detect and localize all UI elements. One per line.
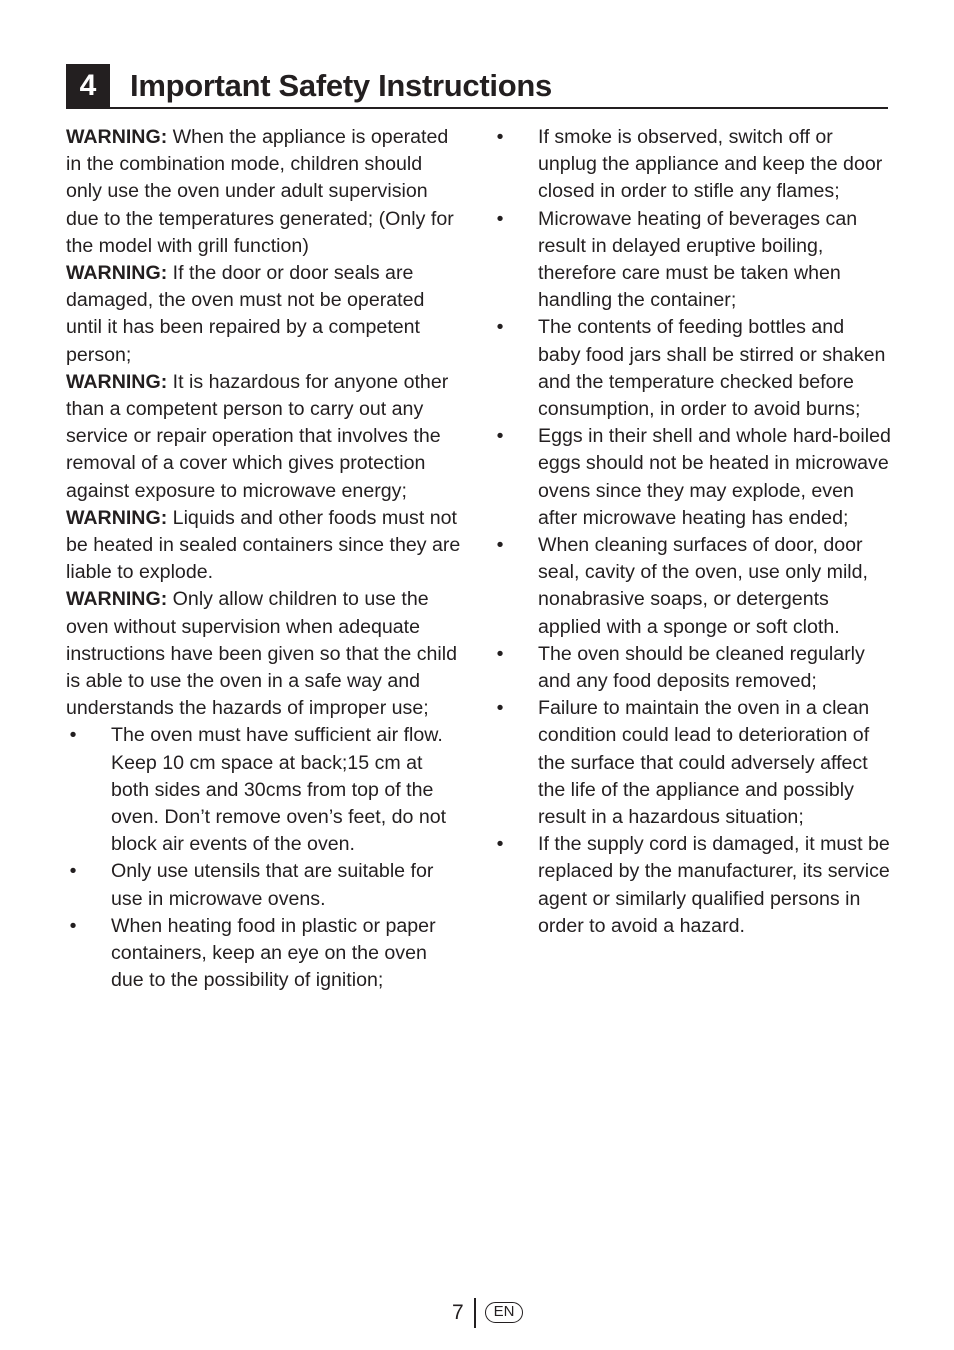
bullet-icon: • [496,425,504,448]
warning-label: WARNING: [66,370,168,393]
right-bullet-list [493,124,891,940]
list-item-text: The oven must have sufficient air flow. Keep 10 cm space at back;15 cm at both sides and 30cms from top of the oven. Don’t remove oven’s feet, do not block air events of the oven. [111,724,447,856]
bullet-icon: • [496,642,504,665]
list-item [493,532,891,641]
list-item-text: The contents of feeding bottles and baby food jars shall be stirred or shaken and the temperature checked before consumption, in order to avoid burns; [538,316,886,421]
list-item-text: When heating food in plastic or paper containers, keep an eye on the oven due to the possibility of ignition; [111,914,436,992]
bullet-icon: • [496,534,504,557]
warning-paragraph [66,505,462,587]
section-title: Important Safety Instructions [130,68,552,103]
warning-paragraph [66,124,462,260]
list-item [493,206,891,315]
warning-text: Liquids and other foods must not be heated in sealed containers since they are liable to explode. [66,506,461,584]
list-item [493,695,891,831]
list-item-text: Microwave heating of beverages can result in delayed eruptive boiling, therefore care must be taken when handling the container; [538,207,858,312]
warning-text: It is hazardous for anyone other than a competent person to carry out any service or repair operation that involves the removal of a cover which gives protection against exposure to microwave energy; [66,370,449,502]
list-item-text: The oven should be cleaned regularly and any food deposits removed; [538,642,865,693]
list-item-text: Failure to maintain the oven in a clean condition could lead to deterioration of the surface that could adversely affect the life of the appliance and possibly result in a hazardous situation; [538,697,870,829]
bullet-icon: • [496,316,504,339]
section-number: 4 [66,64,110,107]
bullet-icon: • [496,833,504,856]
footer-divider [474,1298,476,1328]
warning-paragraph [66,586,462,722]
warning-text: When the appliance is operated in the combination mode, children should only use the oven under adult supervision due to the temperatures generated; (Only for the model with grill function) [66,126,454,257]
warning-paragraph [66,260,462,369]
right-column [493,124,891,940]
list-item [493,831,891,940]
list-item [66,858,462,912]
page-number: 7 [452,1301,464,1324]
bullet-icon: • [69,914,77,937]
warning-label: WARNING: [66,506,168,529]
bullet-icon: • [496,207,504,230]
list-item [493,124,891,206]
list-item-text: When cleaning surfaces of door, door seal, cavity of the oven, use only mild, nonabrasive soaps, or detergents applied with a sponge or soft cloth. [538,534,868,638]
warning-paragraph [66,369,462,505]
list-item [493,314,891,423]
bullet-icon: • [496,126,504,148]
warning-label: WARNING: [66,588,168,611]
list-item [66,722,462,858]
section-header [66,64,888,109]
page-footer [452,1298,532,1328]
warning-label: WARNING: [66,262,168,285]
list-item [493,641,891,695]
bullet-icon: • [496,697,504,720]
list-item [493,423,891,532]
list-item [66,913,462,995]
warning-text: If the door or door seals are damaged, the oven must not be operated until it has been repaired by a competent person; [66,262,425,366]
left-bullet-list [66,722,462,994]
list-item-text: Eggs in their shell and whole hard-boiled eggs should not be heated in microwave ovens since they may explode, even after microwave heating has ended; [538,425,891,529]
list-item-text: If smoke is observed, switch off or unplug the appliance and keep the door closed in order to stifle any flames; [538,126,883,203]
left-column [66,124,462,995]
warning-label: WARNING: [66,126,168,148]
list-item-text: If the supply cord is damaged, it must be replaced by the manufacturer, its service agent or similarly qualified persons in order to avoid a hazard. [538,833,890,937]
language-badge: EN [485,1302,523,1323]
bullet-icon: • [69,724,77,747]
warning-text: Only allow children to use the oven without supervision when adequate instructions have been given so that the child is able to use the oven in a safe way and understands the hazards of improper use; [66,588,458,720]
list-item-text: Only use utensils that are suitable for use in microwave ovens. [111,860,434,910]
bullet-icon: • [69,860,77,883]
